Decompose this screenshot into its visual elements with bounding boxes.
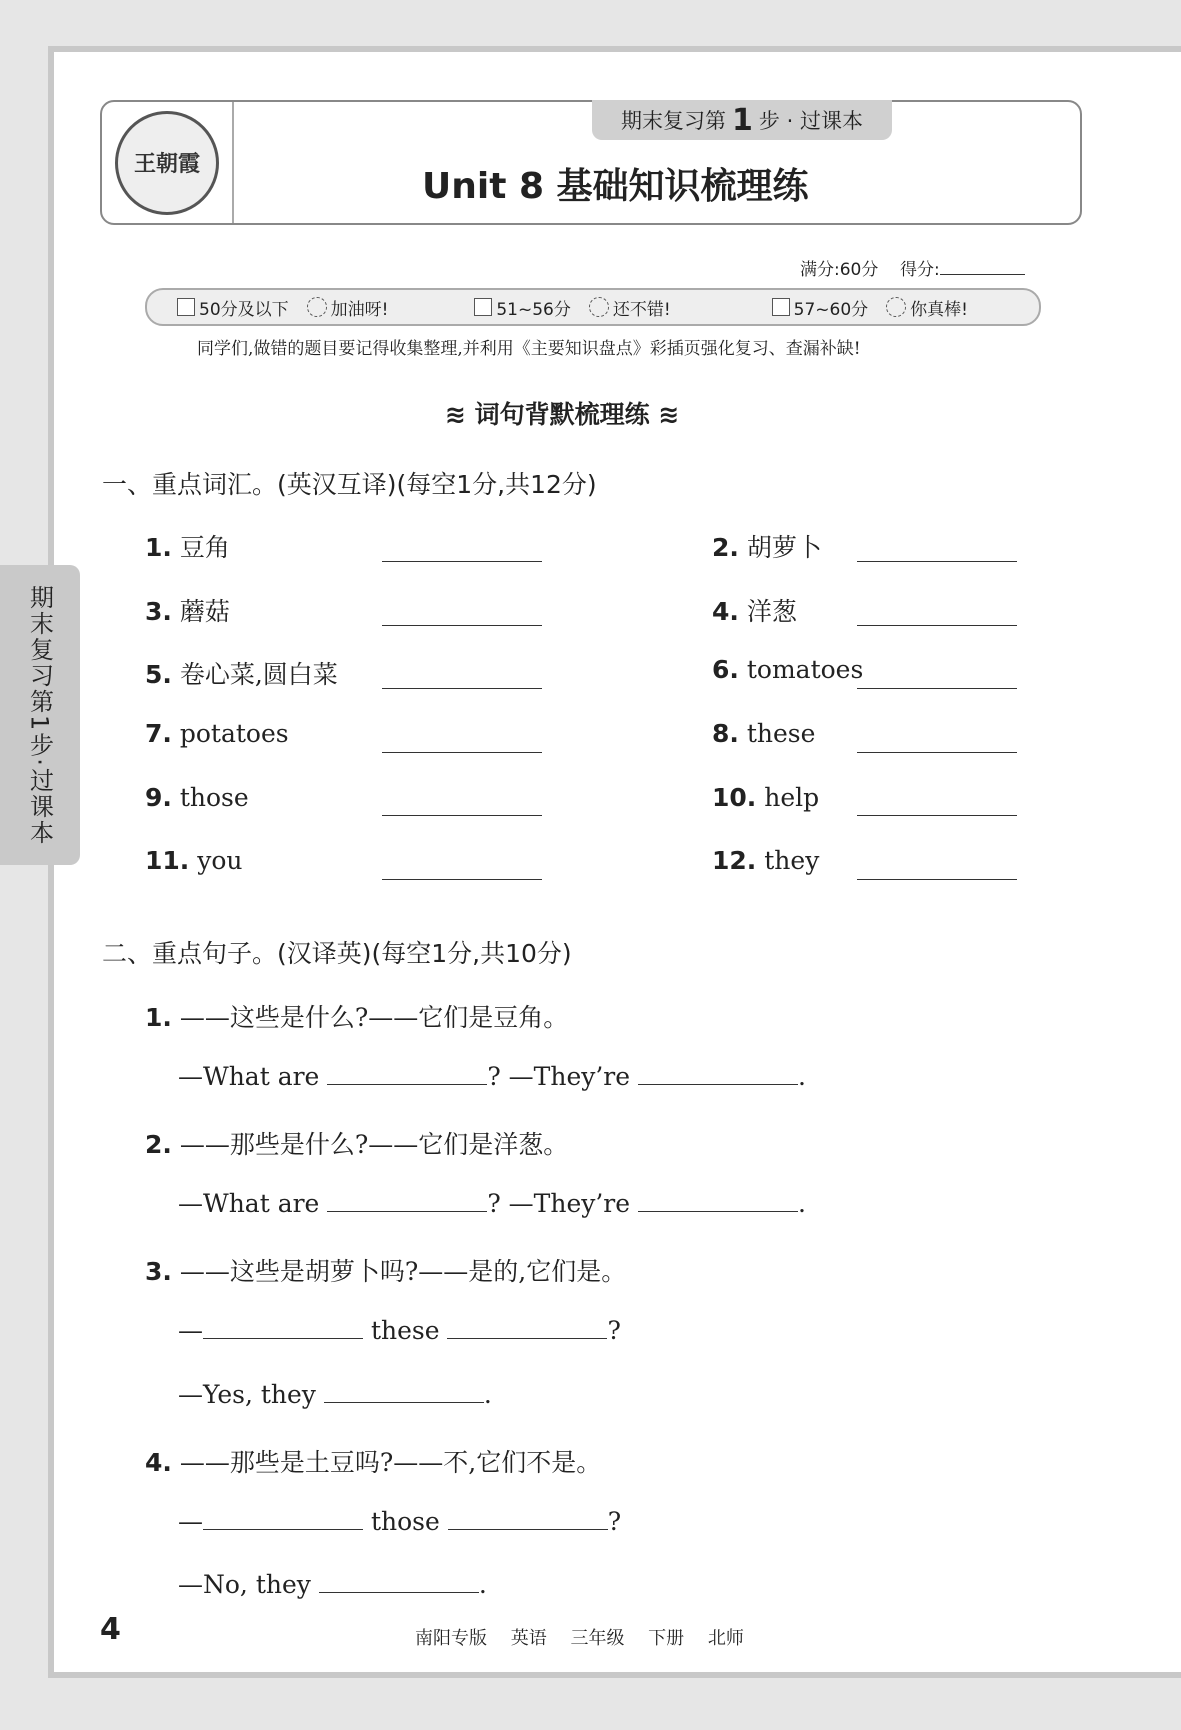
item-number: 6. xyxy=(712,655,739,684)
answer-text: . xyxy=(798,1189,806,1218)
item-number: 1. xyxy=(145,1003,172,1032)
answer-blank[interactable] xyxy=(382,688,542,689)
vocab-item xyxy=(712,592,797,628)
checkbox[interactable] xyxy=(772,298,790,316)
answer-text: . xyxy=(483,1380,492,1409)
page-title: Unit 8 基础知识梳理练 xyxy=(422,166,809,207)
item-number: 2. xyxy=(145,1130,172,1159)
answer-line xyxy=(178,1316,621,1345)
item-number: 7. xyxy=(145,719,172,748)
side-tab xyxy=(0,565,80,865)
footer-text: 南阳专版 英语 三年级 下册 北师 xyxy=(415,1628,744,1649)
header-box xyxy=(100,100,1082,225)
side-tab-label: 期末复习第1步·过课本 xyxy=(25,584,54,846)
answer-text: — xyxy=(178,1507,203,1536)
item-text: 豆角 xyxy=(179,533,230,562)
vocab-item xyxy=(712,528,822,564)
checkbox[interactable] xyxy=(177,298,195,316)
answer-line xyxy=(178,1570,487,1599)
sentence-question xyxy=(145,998,568,1034)
item-text: these xyxy=(746,719,816,748)
item-number: 4. xyxy=(712,597,739,626)
vocab-item xyxy=(145,592,230,628)
answer-text: —No, they xyxy=(178,1570,311,1599)
answer-blank[interactable] xyxy=(447,1316,607,1339)
grade-bar xyxy=(145,288,1041,326)
part1-heading: 一、重点词汇。(英汉互译)(每空1分,共12分) xyxy=(102,470,597,499)
vocab-item xyxy=(712,655,863,684)
item-number: 2. xyxy=(712,533,739,562)
item-text: they xyxy=(764,846,820,875)
vocab-item xyxy=(145,846,243,875)
answer-blank[interactable] xyxy=(638,1062,798,1085)
answer-text: . xyxy=(798,1062,806,1091)
checkbox[interactable] xyxy=(474,298,492,316)
instruction-note: 同学们,做错的题目要记得收集整理,并利用《主要知识盘点》彩插页强化复习、查漏补缺! xyxy=(197,339,861,359)
grade-item xyxy=(742,295,1039,320)
answer-blank[interactable] xyxy=(857,688,1017,689)
page-number: 4 xyxy=(100,1612,121,1647)
answer-blank[interactable] xyxy=(382,879,542,880)
answer-text: ? —They’re xyxy=(487,1189,631,1218)
item-number: 11. xyxy=(145,846,190,875)
item-text: 洋葱 xyxy=(746,597,797,626)
grade-range: 57~60分 xyxy=(793,299,869,320)
vocab-item xyxy=(712,783,819,812)
answer-blank[interactable] xyxy=(203,1507,363,1530)
item-number: 5. xyxy=(145,660,172,689)
logo-seal xyxy=(115,111,219,215)
answer-blank[interactable] xyxy=(857,879,1017,880)
sentence-question xyxy=(145,1125,568,1161)
face-icon xyxy=(886,297,906,317)
item-text: those xyxy=(179,783,249,812)
answer-text: ? xyxy=(607,1316,621,1345)
answer-text: ? —They’re xyxy=(487,1062,631,1091)
item-number: 1. xyxy=(145,533,172,562)
grade-comment: 加油呀! xyxy=(330,299,389,320)
banner-pre: 期末复习第 xyxy=(621,109,727,133)
answer-text: —Yes, they xyxy=(178,1380,316,1409)
answer-line xyxy=(178,1189,806,1218)
grade-item xyxy=(444,295,741,320)
question-text: ——这些是胡萝卜吗?——是的,它们是。 xyxy=(179,1257,627,1286)
face-icon xyxy=(589,297,609,317)
part2-heading: 二、重点句子。(汉译英)(每空1分,共10分) xyxy=(102,939,572,968)
answer-text: —What are xyxy=(178,1189,320,1218)
answer-blank[interactable] xyxy=(382,561,542,562)
vocab-item xyxy=(145,655,338,691)
vocab-item xyxy=(712,719,815,748)
vocab-item xyxy=(712,846,819,875)
item-number: 12. xyxy=(712,846,757,875)
answer-line xyxy=(178,1380,492,1409)
grade-comment: 还不错! xyxy=(612,299,671,320)
answer-blank[interactable] xyxy=(324,1380,484,1403)
answer-text: —What are xyxy=(178,1062,320,1091)
answer-text: those xyxy=(370,1507,440,1536)
answer-blank[interactable] xyxy=(382,625,542,626)
banner-num: 1 xyxy=(732,102,753,138)
item-number: 3. xyxy=(145,597,172,626)
item-number: 8. xyxy=(712,719,739,748)
item-text: 蘑菇 xyxy=(179,597,230,626)
answer-text: ? xyxy=(607,1507,622,1536)
header-banner xyxy=(592,100,892,140)
item-number: 9. xyxy=(145,783,172,812)
vocab-item xyxy=(145,528,230,564)
item-text: tomatoes xyxy=(746,655,864,684)
item-text: 卷心菜,圆白菜 xyxy=(179,660,338,689)
answer-blank[interactable] xyxy=(327,1062,487,1085)
answer-text: . xyxy=(478,1570,487,1599)
answer-line xyxy=(178,1507,621,1536)
full-score: 满分:60分 xyxy=(800,260,879,280)
grade-range: 50分及以下 xyxy=(199,299,289,320)
sentence-question xyxy=(145,1443,601,1479)
face-icon xyxy=(307,297,327,317)
answer-blank[interactable] xyxy=(857,752,1017,753)
answer-blank[interactable] xyxy=(327,1189,487,1212)
grade-item xyxy=(147,295,444,320)
logo-text: 王朝霞 xyxy=(133,151,200,177)
grade-comment: 你真棒! xyxy=(910,299,968,320)
question-text: ——那些是什么?——它们是洋葱。 xyxy=(179,1130,569,1159)
score-line xyxy=(800,255,1025,280)
answer-blank[interactable] xyxy=(448,1507,608,1530)
question-text: ——那些是土豆吗?——不,它们不是。 xyxy=(179,1448,602,1477)
answer-blank[interactable] xyxy=(857,815,1017,816)
answer-text: these xyxy=(370,1316,440,1345)
item-text: help xyxy=(764,783,820,812)
item-number: 3. xyxy=(145,1257,172,1286)
answer-blank[interactable] xyxy=(382,752,542,753)
answer-blank[interactable] xyxy=(857,561,1017,562)
item-text: 胡萝卜 xyxy=(746,533,822,562)
answer-blank[interactable] xyxy=(203,1316,363,1339)
logo xyxy=(102,102,234,223)
answer-line xyxy=(178,1062,806,1091)
score-blank[interactable] xyxy=(940,274,1025,275)
item-number: 4. xyxy=(145,1448,172,1477)
item-text: you xyxy=(197,846,243,875)
banner-post: 步 · 过课本 xyxy=(758,109,863,133)
question-text: ——这些是什么?——它们是豆角。 xyxy=(179,1003,569,1032)
grade-range: 51~56分 xyxy=(496,299,571,320)
answer-blank[interactable] xyxy=(857,625,1017,626)
answer-blank[interactable] xyxy=(382,815,542,816)
item-text: potatoes xyxy=(179,719,289,748)
answer-blank[interactable] xyxy=(319,1570,479,1593)
answer-text: — xyxy=(178,1316,203,1345)
vocab-item xyxy=(145,783,249,812)
score-label: 得分: xyxy=(899,260,940,280)
item-number: 10. xyxy=(712,783,757,812)
sentence-question xyxy=(145,1252,626,1288)
section-title: ≋ 词句背默梳理练 ≋ xyxy=(445,400,680,429)
answer-blank[interactable] xyxy=(638,1189,798,1212)
vocab-item xyxy=(145,719,289,748)
